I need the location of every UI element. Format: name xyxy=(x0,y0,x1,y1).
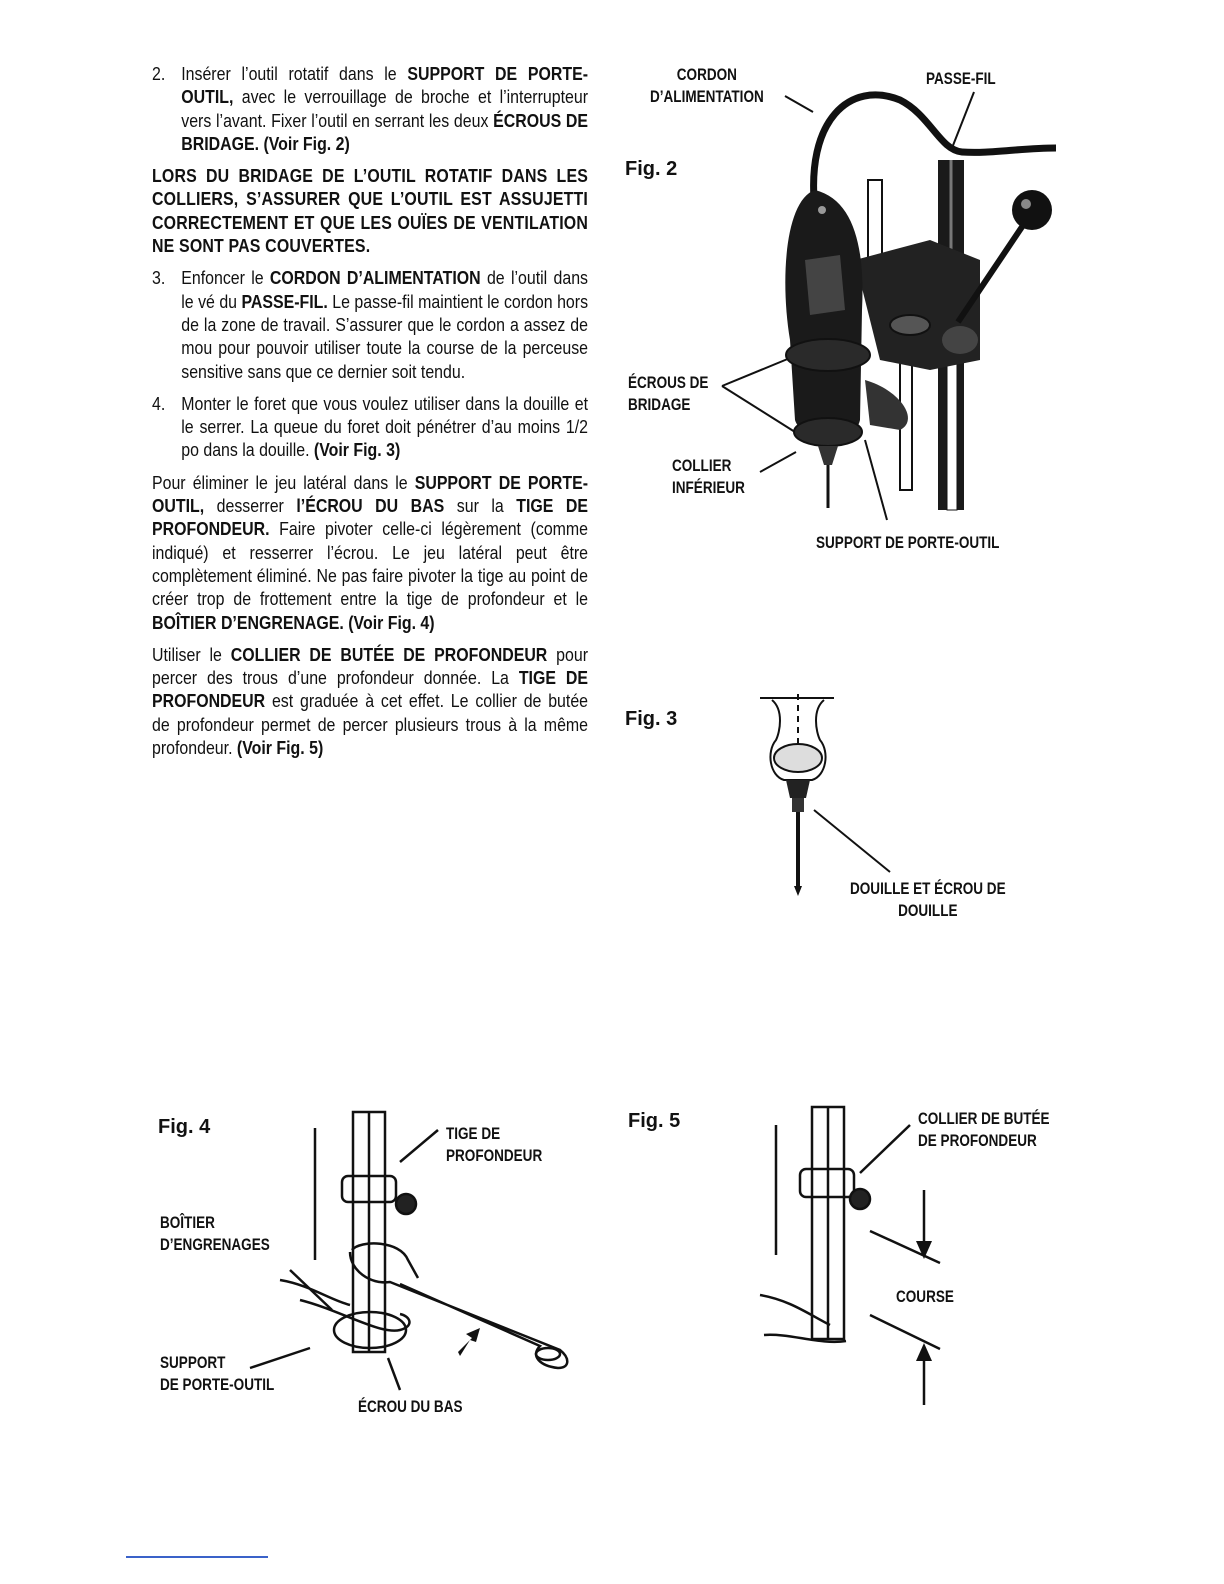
step-number: 4. xyxy=(152,392,166,414)
fig3-callout-douille: DOUILLE ET ÉCROU DE DOUILLE xyxy=(850,880,1006,920)
fig5-callout-collier: COLLIER DE BUTÉE DE PROFONDEUR xyxy=(918,1110,1050,1150)
fig5-depth-stop-illustration xyxy=(750,1095,950,1415)
fig2-callout-support: SUPPORT DE PORTE-OUTIL xyxy=(816,534,1000,552)
fig5-callout-course: COURSE xyxy=(896,1288,954,1306)
fig2-callout-cordon: CORDON D’ALIMENTATION xyxy=(650,66,764,106)
paragraph-depth-stop: Utiliser le COLLIER DE BUTÉE DE PROFONDEUR pour percer des trous d’une profondeur donnée. La TIGE DE PROFONDEUR est graduée à cet effet. Le collier de butée de profondeur permet de percer plusieurs trous à la même profondeur. (Voir Fig. 5) xyxy=(152,643,589,759)
fig2-callout-collier: COLLIER INFÉRIEUR xyxy=(672,457,745,497)
step-number: 3. xyxy=(152,267,166,289)
fig2-drill-press-illustration xyxy=(600,60,1070,560)
fig4-label: Fig. 4 xyxy=(158,1116,211,1138)
paragraph-side-play: Pour éliminer le jeu latéral dans le SUPPORT DE PORTE-OUTIL, desserrer l’ÉCROU DU BAS sur la TIGE DE PROFONDEUR. Faire pivoter celle-ci légèrement (comme indiqué) et resserrer l’écrou. Le jeu latéral peut être complètement éliminé. Ne pas faire pivoter la tige au point de créer trop de frottement entre la tige de profondeur et le BOÎTIER D’ENGRENAGE. (Voir Fig. 4) xyxy=(152,471,589,633)
fig5-label: Fig. 5 xyxy=(628,1110,681,1132)
fig4-callout-boitier: BOÎTIER D’ENGRENAGES xyxy=(160,1214,270,1254)
step-number: 2. xyxy=(152,63,166,84)
fig4-callout-support: SUPPORT DE PORTE-OUTIL xyxy=(160,1354,275,1394)
fig2-callout-passe-fil: PASSE-FIL xyxy=(926,70,996,88)
fig4-wrench-illustration xyxy=(240,1100,580,1400)
fig2-label: Fig. 2 xyxy=(625,158,678,180)
footer-divider xyxy=(126,1556,268,1558)
step-4: 4. Monter le foret que vous voulez utiliser dans la douille et le serrer. La queue du foret doit pénétrer d’au moins 1/2 po dans la douille. (Voir Fig. 3) xyxy=(152,392,589,461)
instruction-text-column xyxy=(152,62,588,768)
fig3-label: Fig. 3 xyxy=(625,708,678,730)
step-2: 2. Insérer l’outil rotatif dans le SUPPORT DE PORTE-OUTIL, avec le verrouillage de broche et l’interrupteur vers l’avant. Fixer l’outil en serrant les deux ÉCROUS DE BRIDAGE. (Voir Fig. 2) xyxy=(152,63,589,154)
step-3: 3. Enfoncer le CORDON D’ALIMENTATION de l’outil dans le vé du PASSE-FIL. Le passe-fil maintient le cordon hors de la zone de travail. S’assurer que le cordon a assez de mou pour pouvoir utiliser toute la course de la perceuse sensitive sans que ce dernier soit tendu. xyxy=(152,267,589,382)
fig2-callout-ecrous: ÉCROUS DE BRIDAGE xyxy=(628,374,709,414)
fig3-chuck-illustration xyxy=(750,686,910,898)
fig4-callout-tige: TIGE DE PROFONDEUR xyxy=(446,1125,543,1165)
fig4-callout-ecrou: ÉCROU DU BAS xyxy=(358,1398,463,1416)
warning-text: LORS DU BRIDAGE DE L’OUTIL ROTATIF DANS LES COLLIERS, S’ASSURER QUE L’OUTIL EST ASSUJETTI CORRECTEMENT ET QUE LES OUÏES DE VENTILATION NE SONT PAS COUVERTES. xyxy=(152,165,589,257)
